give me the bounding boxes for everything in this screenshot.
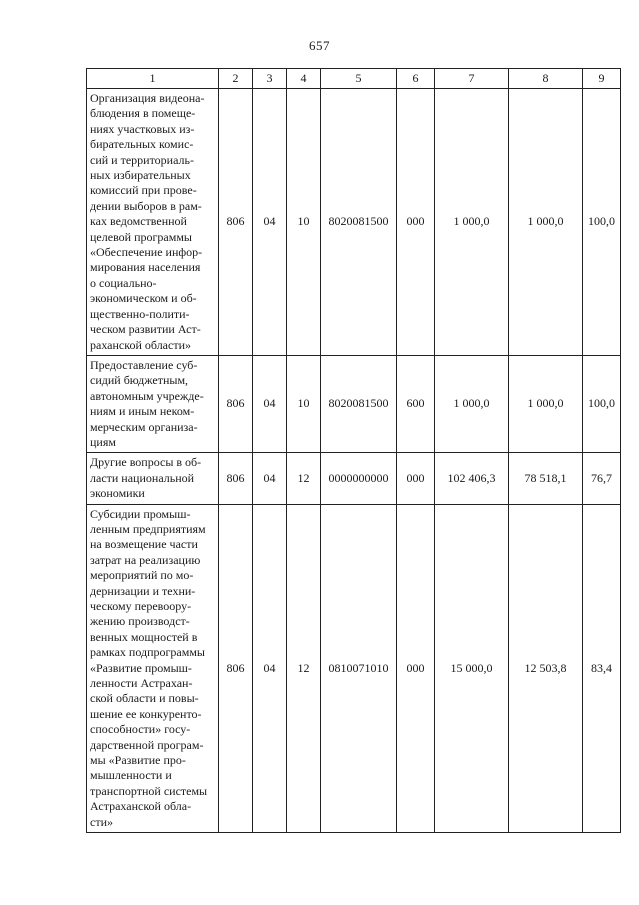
description-line: ниям и иным неком-: [90, 404, 195, 419]
description-line: затрат на реализацию: [90, 552, 201, 567]
cell-col-5: 8020081500: [321, 89, 397, 356]
row-description: [87, 504, 219, 833]
table-row: [87, 355, 621, 452]
description-line: Другие вопросы в об-: [90, 455, 202, 470]
description-line: ленным предприятиям: [90, 521, 206, 536]
description-line: ках ведомственной: [90, 214, 187, 229]
description-line: автономным учрежде-: [90, 388, 204, 403]
description-line: Астраханской обла-: [90, 799, 192, 814]
cell-col-4: 12: [287, 504, 321, 833]
budget-table: [86, 68, 621, 833]
cell-col-7: 1 000,0: [435, 355, 509, 452]
description-line: способности» госу-: [90, 722, 191, 737]
cell-col-3: 04: [253, 504, 287, 833]
column-header-4: 4: [287, 69, 321, 89]
column-header-9: 9: [583, 69, 621, 89]
description-line: щественно-полити-: [90, 306, 190, 321]
cell-col-2: 806: [219, 504, 253, 833]
cell-col-9: 100,0: [583, 89, 621, 356]
description-line: дарственной програм-: [90, 737, 204, 752]
description-line: бирательных комис-: [90, 137, 194, 152]
description-line: мирования населения: [90, 260, 201, 275]
cell-col-6: 000: [397, 453, 435, 504]
cell-col-7: 1 000,0: [435, 89, 509, 356]
description-line: ниях участковых из-: [90, 121, 195, 136]
description-line: раханской области»: [90, 337, 191, 352]
cell-col-8: 1 000,0: [509, 355, 583, 452]
description-line: «Обеспечение инфор-: [90, 245, 203, 260]
cell-col-9: 100,0: [583, 355, 621, 452]
description-line: Субсидии промыш-: [90, 506, 191, 521]
description-line: ской области и повы-: [90, 691, 199, 706]
column-header-7: 7: [435, 69, 509, 89]
description-line: сий и территориаль-: [90, 152, 194, 167]
description-line: экономики: [90, 486, 145, 501]
cell-col-6: 000: [397, 504, 435, 833]
description-line: о социально-: [90, 275, 157, 290]
cell-col-5: 0810071010: [321, 504, 397, 833]
description-line: ласти национальной: [90, 470, 195, 485]
description-line: шение ее конкуренто-: [90, 706, 202, 721]
description-line: венных мощностей в: [90, 629, 198, 644]
cell-col-4: 10: [287, 89, 321, 356]
description-line: ных избирательных: [90, 168, 191, 183]
cell-col-8: 1 000,0: [509, 89, 583, 356]
row-description: [87, 355, 219, 452]
column-header-6: 6: [397, 69, 435, 89]
cell-col-4: 12: [287, 453, 321, 504]
cell-col-7: 15 000,0: [435, 504, 509, 833]
cell-col-5: 8020081500: [321, 355, 397, 452]
column-header-3: 3: [253, 69, 287, 89]
cell-col-4: 10: [287, 355, 321, 452]
description-line: мерческим организа-: [90, 419, 198, 434]
description-line: блюдения в помеще-: [90, 106, 196, 121]
cell-col-6: 000: [397, 89, 435, 356]
cell-col-2: 806: [219, 453, 253, 504]
description-line: ческом развитии Аст-: [90, 322, 201, 337]
cell-col-3: 04: [253, 355, 287, 452]
description-line: Организация видеона-: [90, 91, 205, 105]
table-row: [87, 89, 621, 356]
column-header-8: 8: [509, 69, 583, 89]
header-row: [87, 69, 621, 89]
description-line: экономическом и об-: [90, 291, 197, 306]
description-line: сидий бюджетным,: [90, 373, 189, 388]
cell-col-7: 102 406,3: [435, 453, 509, 504]
cell-col-5: 0000000000: [321, 453, 397, 504]
description-line: целевой программы: [90, 229, 192, 244]
cell-col-3: 04: [253, 89, 287, 356]
description-line: жению производст-: [90, 614, 190, 629]
table-row: [87, 453, 621, 504]
row-description: [87, 89, 219, 356]
row-description: [87, 453, 219, 504]
description-line: мы «Развитие про-: [90, 753, 186, 768]
description-line: ленности Астрахан-: [90, 676, 193, 691]
description-line: «Развитие промыш-: [90, 660, 192, 675]
description-line: ческому перевоору-: [90, 599, 192, 613]
column-header-5: 5: [321, 69, 397, 89]
description-line: дении выборов в рам-: [90, 198, 202, 213]
cell-col-3: 04: [253, 453, 287, 504]
cell-col-9: 83,4: [583, 504, 621, 833]
description-line: циям: [90, 434, 116, 449]
description-line: Предоставление суб-: [90, 357, 198, 372]
page-number: 657: [309, 38, 330, 53]
description-line: на возмещение части: [90, 537, 198, 552]
description-line: мероприятий по мо-: [90, 568, 194, 583]
cell-col-2: 806: [219, 355, 253, 452]
cell-col-6: 600: [397, 355, 435, 452]
description-line: комиссий при прове-: [90, 183, 197, 198]
cell-col-2: 806: [219, 89, 253, 356]
description-line: рамках подпрограммы: [90, 645, 205, 660]
cell-col-8: 78 518,1: [509, 453, 583, 504]
description-line: мышленности и: [90, 768, 172, 783]
description-line: сти»: [90, 814, 113, 829]
table-row: [87, 504, 621, 833]
cell-col-8: 12 503,8: [509, 504, 583, 833]
description-line: дернизации и техни-: [90, 583, 196, 598]
column-header-1: 1: [87, 69, 219, 89]
description-line: транспортной системы: [90, 783, 208, 798]
cell-col-9: 76,7: [583, 453, 621, 504]
column-header-2: 2: [219, 69, 253, 89]
